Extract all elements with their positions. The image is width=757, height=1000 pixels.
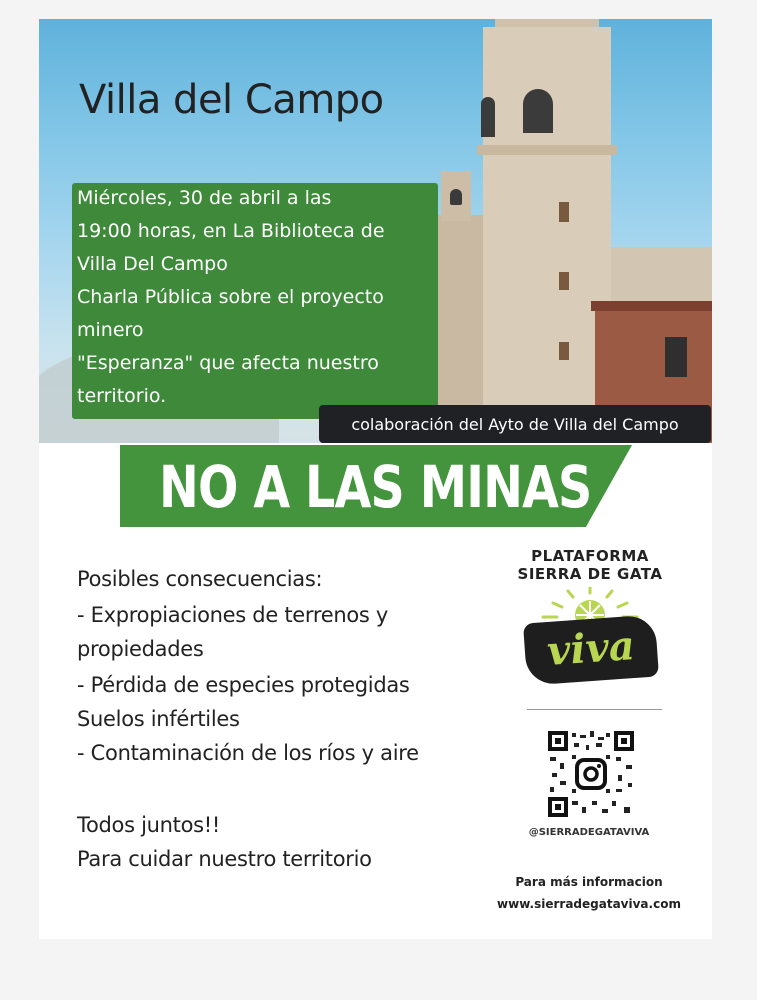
closing-line: Todos juntos!!: [77, 813, 221, 837]
banner-text: NO A LAS MINAS: [159, 453, 592, 521]
bell-tower: [483, 27, 611, 443]
consequences-heading: Posibles consecuencias:: [77, 567, 323, 591]
tower-window-side: [481, 97, 495, 137]
closing-line: Para cuidar nuestro territorio: [77, 847, 372, 871]
tower-slot: [559, 342, 569, 360]
tower-slot: [559, 272, 569, 290]
website-link[interactable]: www.sierradegataviva.com: [497, 897, 681, 911]
divider: [527, 709, 662, 710]
viva-word: viva: [545, 622, 637, 676]
consequence-item: Suelos infértiles: [77, 707, 240, 731]
consequence-item: propiedades: [77, 637, 204, 661]
house-window: [665, 337, 687, 377]
info-line: Miércoles, 30 de abril a las: [77, 187, 332, 209]
logo-line1: PLATAFORMA: [531, 547, 649, 565]
bellcote: [441, 171, 471, 221]
bell-icon: [450, 189, 462, 205]
hero-photo: [39, 19, 712, 443]
collaboration-label: colaboración del Ayto de Villa del Campo: [319, 405, 711, 443]
info-line: 19:00 horas, en La Biblioteca de: [77, 220, 385, 242]
info-line: Charla Pública sobre el proyecto: [77, 286, 384, 308]
consequence-item: - Pérdida de especies protegidas: [77, 673, 410, 697]
tower-slot: [559, 202, 569, 222]
tower-ledge: [477, 145, 617, 155]
consequence-item: - Contaminación de los ríos y aire: [77, 741, 419, 765]
event-info-box: [72, 183, 438, 419]
info-line: minero: [77, 319, 144, 341]
more-info-label: Para más informacion: [515, 875, 663, 889]
house-roof: [591, 301, 712, 311]
plataforma-logo: [517, 547, 663, 697]
qr-code-icon: [546, 729, 636, 819]
info-line: territorio.: [77, 385, 167, 407]
poster: [39, 19, 712, 939]
event-title: Villa del Campo: [79, 77, 384, 123]
logo-line2: SIERRA DE GATA: [517, 565, 663, 583]
consequence-item: - Expropiaciones de terrenos y: [77, 603, 389, 627]
tower-window: [523, 89, 553, 133]
social-handle: @SIERRADEGATAVIVA: [528, 827, 650, 838]
info-line: Villa Del Campo: [77, 253, 228, 275]
info-line: "Esperanza" que afecta nuestro: [77, 352, 379, 374]
